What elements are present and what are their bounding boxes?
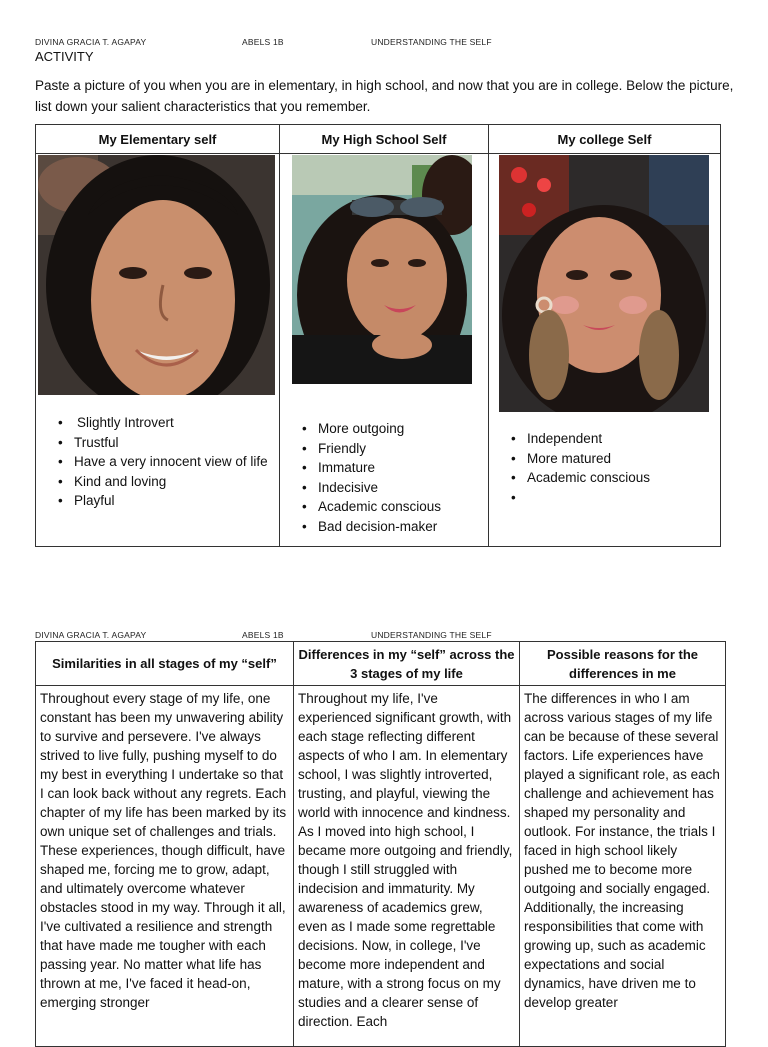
trait-item: • Immature bbox=[280, 458, 488, 478]
header-name: DIVINA GRACIA T. AGAPAY bbox=[35, 37, 147, 47]
trait-item: • Playful bbox=[36, 491, 279, 511]
trait-item: • Academic conscious bbox=[280, 497, 488, 517]
trait-item: • More matured bbox=[489, 449, 720, 469]
header-name-page-2: DIVINA GRACIA T. AGAPAY bbox=[35, 630, 147, 640]
high-school-photo bbox=[292, 155, 472, 384]
college-traits bbox=[489, 429, 720, 488]
trait-item: • Have a very innocent view of life bbox=[36, 452, 279, 472]
header-subject-page-2: UNDERSTANDING THE SELF bbox=[371, 630, 492, 640]
trait-item: • Bad decision-maker bbox=[280, 517, 488, 537]
heading-differences: Differences in my “self” across the 3 stages of my life bbox=[294, 642, 520, 686]
header-subject: UNDERSTANDING THE SELF bbox=[371, 37, 492, 47]
trait-item: • Friendly bbox=[280, 439, 488, 459]
column-heading-elementary: My Elementary self bbox=[36, 125, 280, 154]
header-section: ABELS 1B bbox=[242, 37, 284, 47]
trait-item: • Kind and loving bbox=[36, 472, 279, 492]
trait-item: • Independent bbox=[489, 429, 720, 449]
activity-title: ACTIVITY bbox=[35, 49, 94, 64]
elementary-photo bbox=[38, 155, 275, 395]
college-photo bbox=[499, 155, 709, 412]
high-school-cell bbox=[280, 154, 489, 547]
column-heading-high-school: My High School Self bbox=[280, 125, 489, 154]
stages-table bbox=[35, 124, 721, 547]
similarities-text: Throughout every stage of my life, one constant has been my unwavering ability to survive and persevere. I've always strived to live fully, pushing myself to do my best in everything I undertake so that I can look back without any regrets. Each chapter of my life has been marked by its own unique set of challenges and trials. These experiences, though difficult, have shaped me, forcing me to grow, adapt, and ultimately overcome whatever obstacles stood in my way. Through it all, I've cultivated a resilience and strength that have made me tougher with each passing year. No matter what life has thrown at me, I've faced it head-on, emerging stronger bbox=[40, 691, 287, 1010]
column-heading-college: My college Self bbox=[489, 125, 721, 154]
differences-text: Throughout my life, I've experienced significant growth, with each stage reflecting different aspects of who I am. In elementary school, I was slightly introverted, trusting, and playful, viewing the world with innocence and kindness. As I moved into high school, I became more outgoing and friendly, though I still struggled with indecision and immaturity. My awareness of academics grew, even as I made some regrettable decisions. Now, in college, I've become more independent and mature, with a strong focus on my studies and a clearer sense of direction. Each bbox=[298, 691, 513, 1029]
trait-item: • Slightly Introvert bbox=[36, 413, 279, 433]
trait-item: • More outgoing bbox=[280, 419, 488, 439]
trait-item: • Trustful bbox=[36, 433, 279, 453]
reflection-table bbox=[35, 641, 726, 1047]
college-cell bbox=[489, 154, 721, 547]
reasons-text: The differences in who I am across various stages of my life can be because of these several factors. Life experiences have played a significant role, as each challenge and achievement has shaped my personality and outlook. For instance, the trials I faced in high school likely pushed me to become more outgoing and socially engaged. Additionally, the increasing responsibilities that come with growing up, such as academic expectations and social dynamics, have driven me to develop greater bbox=[524, 691, 720, 1010]
heading-similarities: Similarities in all stages of my “self” bbox=[36, 642, 294, 686]
trait-item: • Indecisive bbox=[280, 478, 488, 498]
elementary-cell bbox=[36, 154, 280, 547]
header-section-page-2: ABELS 1B bbox=[242, 630, 284, 640]
instructions: Paste a picture of you when you are in elementary, in high school, and now that you are in college. Below the picture, list down your salient characteristics that you remember. bbox=[35, 78, 734, 114]
heading-reasons: Possible reasons for the differences in me bbox=[520, 642, 726, 686]
elementary-traits bbox=[36, 413, 279, 511]
high-school-traits bbox=[280, 419, 488, 536]
trait-item: • Academic conscious bbox=[489, 468, 720, 488]
